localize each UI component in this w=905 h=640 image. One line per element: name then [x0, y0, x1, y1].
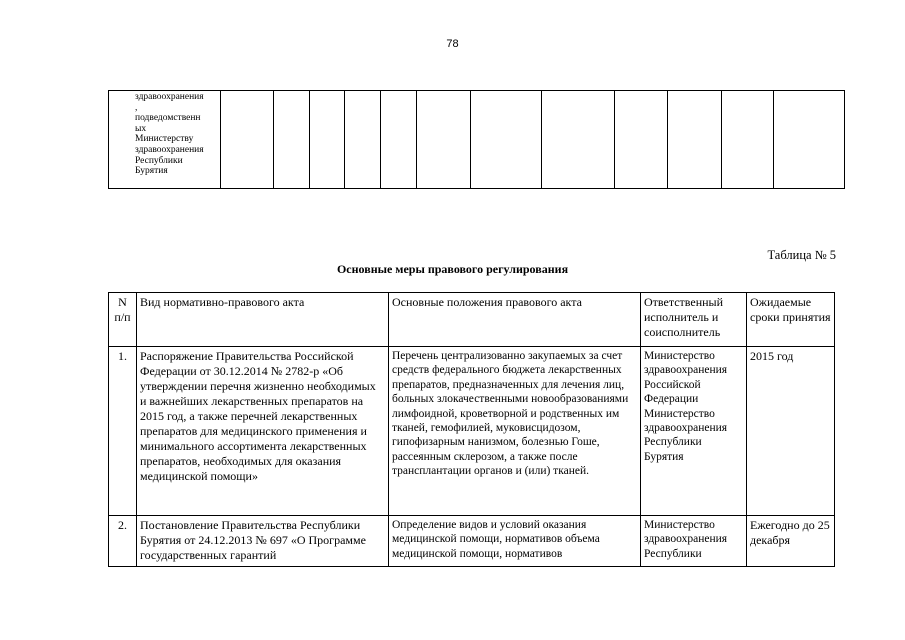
row-provisions: Определение видов и условий оказания медицинской помощи, нормативов объема медицинской помощи, нормативов [389, 516, 641, 567]
header-provisions: Основные положения правового акта [389, 293, 641, 347]
text-line: ых [135, 123, 147, 134]
text-line: подведомственн [135, 113, 201, 124]
text-line: здравоохранения [135, 92, 204, 102]
continued-table-cell [722, 91, 774, 189]
continued-table-cell [615, 91, 668, 189]
continued-table-cell [668, 91, 722, 189]
continued-table-cell [774, 91, 845, 189]
table-row [109, 516, 835, 567]
continued-table-cell [310, 91, 345, 189]
regulation-measures-table [108, 292, 835, 567]
text-line: Республики [135, 155, 183, 166]
header-deadline: Ожидаемые сроки принятия [747, 293, 835, 347]
table-row [109, 347, 835, 516]
row-act-kind: Распоряжение Правительства Российской Федерации от 30.12.2014 № 2782-р «Об утверждении перечня жизненно необходимых и важнейших лекарственных препаратов на 2015 год, а также перечней лекарственных препаратов для медицинского применения и минимального ассортимента лекарственных препаратов, необходимых для оказания медицинской помощи» [137, 347, 389, 516]
row-deadline: Ежегодно до 25 декабря [747, 516, 835, 567]
text-line: Министерству [135, 134, 194, 145]
continued-table-cell [345, 91, 381, 189]
continued-table-cell [274, 91, 310, 189]
table-header-row [109, 293, 835, 347]
row-act-kind: Постановление Правительства Республики Бурятия от 24.12.2013 № 697 «О Программе государственных гарантий [137, 516, 389, 567]
page-number: 78 [446, 38, 459, 50]
continued-table-cell [542, 91, 615, 189]
text-line: , [135, 102, 138, 113]
continued-table-row [109, 91, 845, 189]
header-act-kind: Вид нормативно-правового акта [137, 293, 389, 347]
continued-cell-text [109, 91, 220, 177]
continued-table-cell [221, 91, 274, 189]
text-line: здравоохранения [135, 144, 204, 155]
row-provisions: Перечень централизованно закупаемых за счет средств федерального бюджета лекарственных препаратов, предназначенных для лечения лиц, больных злокачественными новообразованиями лимфоидной, кроветворной и родственных им тканей, гемофилией, муковисцидозом, гипофизарным нанизмом, болезнью Гоше, рассеянным склерозом, а также после трансплантации органов и (или) тканей. [389, 347, 641, 516]
header-num: N п/п [109, 293, 137, 347]
continued-table-cell [381, 91, 417, 189]
row-executor: Министерство здравоохранения Республики [641, 516, 747, 567]
header-executor: Ответственный исполнитель и соисполнитель [641, 293, 747, 347]
row-deadline: 2015 год [747, 347, 835, 516]
table-title: Основные меры правового регулирования [336, 262, 569, 276]
row-number: 1. [109, 347, 137, 516]
text-line: Бурятия [135, 166, 168, 177]
continued-table-cell [417, 91, 471, 189]
continued-table [108, 90, 845, 189]
continued-table-cell [109, 91, 221, 189]
continued-table-cell [471, 91, 542, 189]
row-executor: Министерство здравоохранения Российской Федерации Министерство здравоохранения Республики Бурятия [641, 347, 747, 516]
row-number: 2. [109, 516, 137, 567]
table-caption: Таблица № 5 [767, 248, 836, 262]
